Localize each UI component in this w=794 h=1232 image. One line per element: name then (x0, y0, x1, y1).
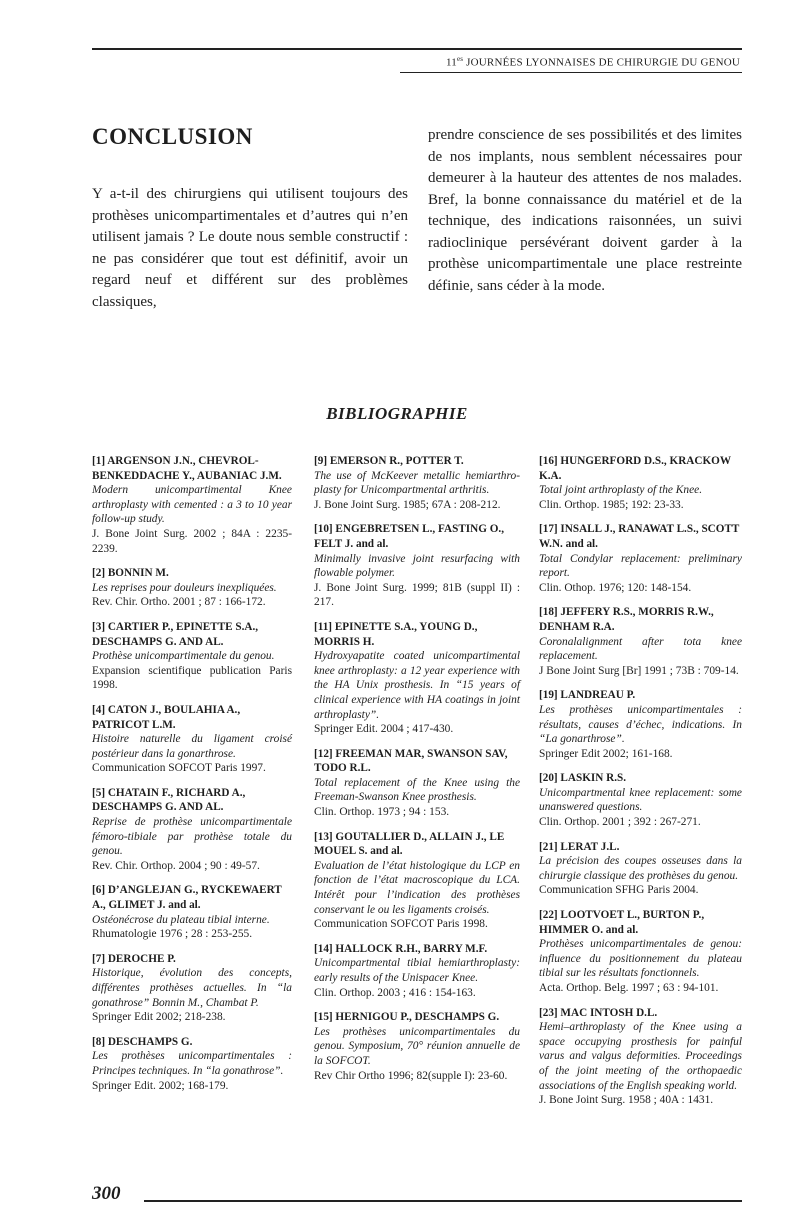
reference-entry (92, 454, 292, 556)
reference-title: Les reprises pour douleurs inexpliquées. (92, 581, 277, 594)
reference-authors: [23] MAC INTOSH D.L. (539, 1006, 658, 1019)
bibliography-heading: BIBLIOGRAPHIE (326, 404, 468, 423)
reference-authors: [3] CARTIER P., EPINETTE S.A., DESCHAMPS G. AND AL. (92, 620, 259, 648)
top-rule (92, 48, 742, 50)
reference-source: Acta. Orthop. Belg. 1997 ; 63 : 94-101. (539, 982, 719, 994)
reference-title: Minimally invasive joint resurfacing with flowable polymer. (314, 552, 520, 580)
reference-entry (92, 883, 292, 941)
reference-authors: [14] HALLOCK R.H., BARRY M.F. (314, 942, 488, 955)
reference-source: Expansion scientifique publication Paris 1998. (92, 664, 292, 692)
reference-authors: [9] EMERSON R., POTTER T. (314, 455, 464, 467)
reference-entry (539, 454, 742, 512)
reference-authors: [2] BONNIN M. (92, 567, 169, 580)
reference-authors: [17] INSALL J., RANAWAT L.S., SCOTT W.N. and al. (539, 523, 740, 550)
reference-authors: [5] CHATAIN F., RICHARD A., DESCHAMPS G. AND AL. (92, 786, 246, 814)
running-head-text: JOURNÉES LYONNAISES DE CHIRURGIE DU GENOU (463, 56, 740, 69)
reference-entry (539, 1006, 742, 1108)
reference-authors: [19] LANDREAU P. (539, 689, 636, 702)
reference-source: Clin. Orthop. 1973 ; 94 : 153. (314, 806, 450, 819)
reference-title: Total replacement of the Knee using the Freeman-Swanson Knee prosthesis. (314, 776, 520, 804)
reference-source: Communication SFHG Paris 2004. (539, 884, 699, 897)
bottom-rule (144, 1200, 742, 1202)
reference-title: Histoire naturelle du ligament croisé postérieur dans la gonarthrose. (92, 733, 292, 760)
reference-source: Rev. Chir. Orthop. 2004 ; 90 : 49-57. (92, 859, 260, 872)
header-rule (400, 72, 742, 73)
reference-title: Unicompartmental knee replacement: some unanswered questions. (539, 786, 742, 814)
reference-title: Modern unicompartimental Knee arthroplasty with cemented : a 3 to 10 year follow-up study. (92, 484, 292, 526)
reference-entry (539, 605, 742, 678)
reference-source: Clin. Orthop. 2003 ; 416 : 154-163. (314, 986, 476, 999)
running-head-ordinal: es (456, 55, 464, 63)
reference-authors: [16] HUNGERFORD D.S., KRACKOW K.A. (539, 455, 731, 482)
reference-title: The use of McKeever metallic hemiarthroplasty for Unicompartmental arthritis. (314, 469, 520, 497)
reference-source: Rhumatologie 1976 ; 28 : 253-255. (92, 928, 253, 941)
reference-title: Hydroxyapatite coated unicompartimental knee arthroplasty: a 12 year experience with the HA Unix prosthesis. In “15 years of clinical experience with HA coatings in joint arthroplasty”. (314, 650, 520, 721)
reference-source: J. Bone Joint Surg. 1958 ; 40A : 1431. (539, 1094, 714, 1107)
reference-authors: [13] GOUTALLIER D., ALLAIN J., LE MOUEL S. and al. (314, 830, 505, 858)
reference-authors: [22] LOOTVOET L., BURTON P., HIMMER O. and al. (539, 909, 705, 936)
reference-source: Rev. Chir. Ortho. 2001 ; 87 : 166-172. (92, 596, 266, 609)
reference-authors: [1] ARGENSON J.N., CHEVROL-BENKEDDACHE Y., AUBANIAC J.M. (92, 455, 282, 482)
running-head (446, 55, 740, 69)
running-head-number: 11 (445, 56, 457, 69)
reference-title: Les prothèses unicompartimentales : Principes techniques. In “la gonathrose”. (92, 1050, 292, 1077)
reference-entry (314, 830, 520, 932)
reference-entry (314, 942, 520, 1000)
reference-authors: [11] EPINETTE S.A., YOUNG D., MORRIS H. (314, 620, 478, 648)
reference-title: Prothèse unicompartimentale du genou. (92, 650, 275, 663)
reference-entry (314, 522, 520, 610)
reference-authors: [4] CATON J., BOULAHIA A., PATRICOT L.M. (92, 703, 241, 731)
reference-title: Total Condylar replacement: preliminary report. (539, 552, 742, 580)
reference-authors: [10] ENGEBRETSEN L., FASTING O., FELT J. and al. (314, 523, 505, 550)
reference-title: Total joint arthroplasty of the Knee. (539, 484, 703, 497)
reference-entry (314, 747, 520, 820)
reference-source: J Bone Joint Surg [Br] 1991 ; 73B : 709-14. (539, 664, 739, 677)
reference-source: J. Bone Joint Surg. 1985; 67A : 208-212. (314, 498, 501, 511)
reference-entry (314, 1010, 520, 1083)
reference-source: Springer Edit 2002; 218-238. (92, 1011, 226, 1024)
reference-authors: [8] DESCHAMPS G. (92, 1035, 193, 1048)
reference-source: Clin. Othop. 1976; 120: 148-154. (539, 581, 692, 594)
reference-title: Prothèses unicompartimentales de genou: influence du positionnement du plateau tibial sur les résultats fonctionnels. (539, 938, 742, 980)
reference-authors: [18] JEFFERY R.S., MORRIS R.W., DENHAM R.A. (539, 606, 714, 633)
reference-title: Les prothèses unicompartimentales du genou. Symposium, 70° réunion annuelle de la SOFCOT. (314, 1025, 520, 1067)
reference-entry (92, 1035, 292, 1093)
reference-entry (539, 771, 742, 829)
reference-title: La précision des coupes osseuses dans la chirurgie classique des prothèses du genou. (539, 855, 742, 882)
reference-title: Evaluation de l’état histologique du LCP en fonction de l’état macroscopique du LCA. Intérêt pour l’indication des prothèses conservant le ou les ligaments croisés. (314, 859, 520, 916)
reference-entry (539, 840, 742, 898)
reference-entry (92, 566, 292, 610)
reference-source: J. Bone Joint Surg. 2002 ; 84A : 2235-2239. (92, 527, 292, 555)
conclusion-text-left: Y a-t-il des chirurgiens qui utilisent toujours des prothèses unicompartimentales et d’autres qui n’en utilisent jamais ? Le doute nous semble constructif : ne pas considérer que tout est définitif, avoir un regard neuf et différent sur des problèmes classiques, (92, 186, 408, 310)
conclusion-heading: CONCLUSION (92, 124, 253, 149)
reference-entry (539, 522, 742, 595)
reference-authors: [21] LERAT J.L. (539, 840, 620, 853)
reference-title: Ostéonécrose du plateau tibial interne. (92, 913, 270, 926)
reference-authors: [7] DEROCHE P. (92, 952, 176, 965)
bibliography-column-2 (314, 454, 520, 1093)
reference-entry (92, 786, 292, 874)
page-number: 300 (92, 1183, 121, 1204)
bibliography-column-3 (539, 454, 742, 1118)
conclusion-text-right: prendre conscience de ses possibilités et des limites de nos implants, nous semblent nécessaires pour demeurer à la hauteur des attentes de nos malades. Bref, la bonne connaissance du matériel et de la technique, des indications raisonnées, un suivi radioclinique persévérant doivent garder à la prothèse unicompartimentale une place restreinte définie, sans céder à la mode. (428, 127, 742, 294)
reference-source: Communication SOFCOT Paris 1998. (314, 918, 488, 931)
reference-entry (92, 703, 292, 776)
reference-source: Clin. Orthop. 1985; 192: 23-33. (539, 498, 684, 511)
reference-authors: [20] LASKIN R.S. (539, 772, 627, 785)
reference-title: Unicompartmental tibial hemiarthroplasty: early results of the Unispacer Knee. (314, 957, 520, 984)
reference-source: J. Bone Joint Surg. 1999; 81B (suppl II) : 217. (314, 581, 520, 609)
reference-source: Springer Edit 2002; 161-168. (539, 747, 673, 760)
reference-title: Les prothèses unicompartimentales : résultats, causes d’échec, indications. In “La gonarthrose”. (539, 703, 742, 746)
reference-title: Hemi–arthroplasty of the Knee using a space occupying prosthesis for painful varus and valgus deformities. Proceedings of the joint meeting of the orthopaedic associations of the English speaking world. (539, 1021, 742, 1092)
reference-source: Springer Edit. 2002; 168-179. (92, 1079, 229, 1092)
reference-entry (539, 688, 742, 761)
reference-source: Clin. Orthop. 2001 ; 392 : 267-271. (539, 816, 701, 829)
reference-title: Historique, évolution des concepts, différentes prothèses actuelles. In “la gonathrose” Bonnin M., Chambat P. (92, 967, 292, 1009)
reference-entry (539, 908, 742, 996)
reference-source: Springer Edit. 2004 ; 417-430. (314, 723, 454, 736)
reference-entry (314, 620, 520, 737)
reference-authors: [6] D’ANGLEJAN G., RYCKEWAERT A., GLIMET J. and al. (92, 884, 282, 912)
reference-entry (314, 454, 520, 512)
reference-entry (92, 620, 292, 693)
reference-source: Communication SOFCOT Paris 1997. (92, 762, 266, 775)
reference-source: Rev Chir Ortho 1996; 82(supple I): 23-60. (314, 1069, 508, 1082)
reference-title: Reprise de prothèse unicompartimentale fémoro-tibiale par prothèse totale du genou. (92, 816, 292, 858)
reference-entry (92, 952, 292, 1025)
reference-authors: [12] FREEMAN MAR, SWANSON SAV, TODO R.L. (314, 747, 508, 775)
reference-authors: [15] HERNIGOU P., DESCHAMPS G. (314, 1011, 500, 1024)
reference-title: Coronalalignment after tota knee replacement. (539, 635, 742, 663)
bibliography-column-1 (92, 454, 292, 1103)
